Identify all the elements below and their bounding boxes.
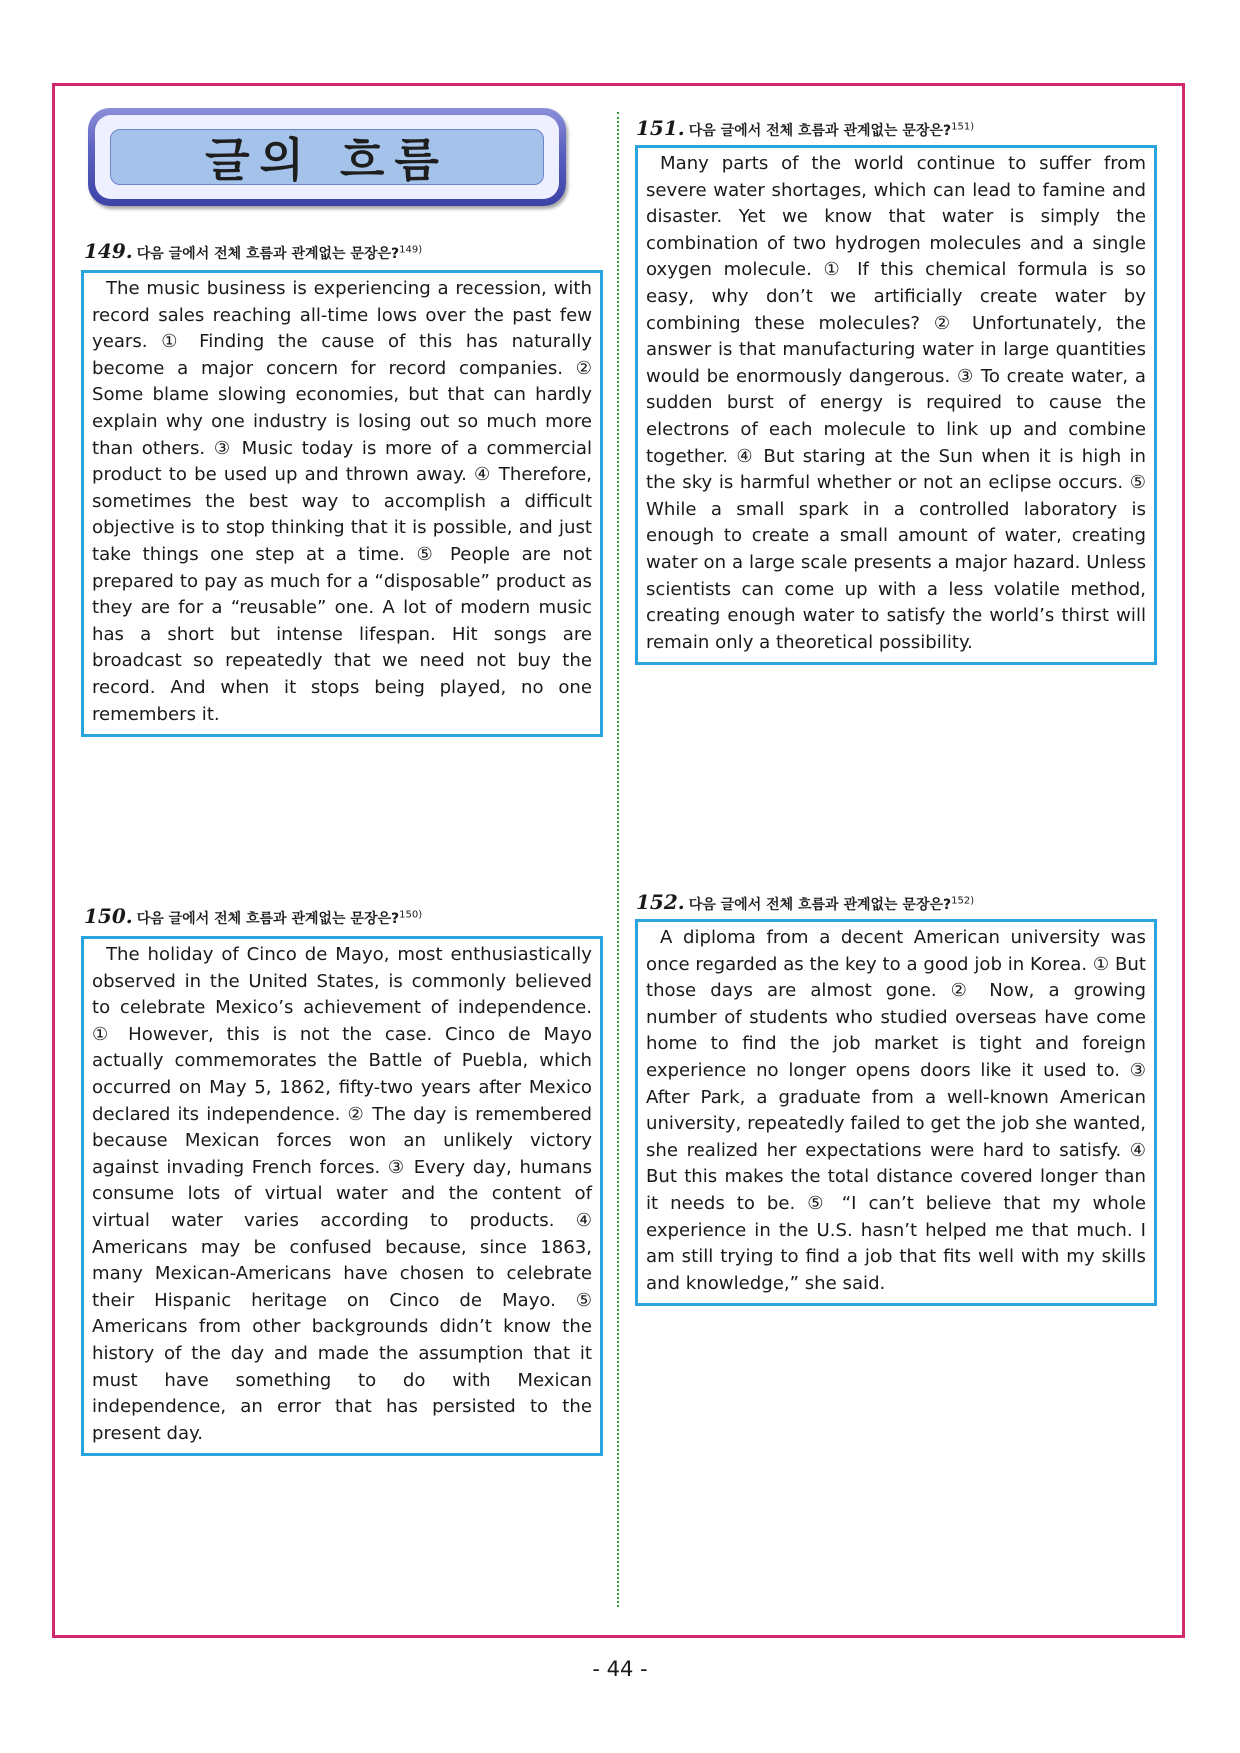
footnote-marker: 151) — [951, 121, 975, 133]
question-151-header — [636, 116, 974, 140]
question-prompt: 다음 글에서 전체 흐름과 관계없는 문장은? — [136, 246, 400, 262]
question-number: 152. — [636, 890, 685, 914]
passage-text: The holiday of Cinco de Mayo, most enthusiastically observed in the United States, is commonly believed to celebrate Mexico’s achievement of independence. ① However, this is not the case. Cinco de Mayo actually commemorates the Battle of Puebla, which occurred on May 5, 1862, fifty-two years after Mexico declared its independence. ② The day is remembered because Mexican forces won an unlikely victory against invading French forces. ③ Every day, humans consume lots of virtual water and the content of virtual water varies according to products. ④ Americans may be confused because, since 1863, many Mexican-Americans have chosen to celebrate their Hispanic heritage on Cinco de Mayo. ⑤ Americans from other backgrounds didn’t know the history of the day and made the assumption that it must have something to do with Mexican independence, an error that has persisted to the present day. — [92, 944, 592, 1444]
section-title: 글의 흐름 — [205, 133, 449, 187]
title-panel — [110, 129, 544, 185]
footnote-marker: 149) — [399, 244, 423, 256]
section-title-banner — [88, 108, 566, 206]
question-prompt: 다음 글에서 전체 흐름과 관계없는 문장은? — [688, 123, 952, 139]
footnote-marker: 152) — [951, 895, 975, 907]
passage-text: Many parts of the world continue to suffer from severe water shortages, which can lead to famine and disaster. Yet we know that water is simply the combination of two hydrogen molecules and a single oxygen molecule. ① If this chemical formula is so easy, why don’t we artificially create water by combining these molecules? ② Unfortunately, the answer is that manufacturing water in large quantities would be enormously dangerous. ③ To create water, a sudden burst of energy is required to cause the electrons of each molecule to link up and combine together. ④ But staring at the Sun when it is high in the sky is harmful whether or not an eclipse occurs. ⑤ While a small spark in a controlled laboratory is enough to create a small amount of water, creating water on a large scale presents a major hazard. Unless scientists can come up with a less volatile method, creating enough water to satisfy the world’s thirst will remain only a theoretical possibility. — [646, 153, 1146, 653]
question-152-header — [636, 890, 974, 914]
question-number: 151. — [636, 116, 685, 140]
footnote-marker: 150) — [399, 909, 423, 921]
question-149-header — [84, 239, 422, 263]
page-number: - 44 - — [592, 1657, 648, 1681]
title-bezel — [95, 115, 559, 199]
question-152-passage — [635, 919, 1157, 1306]
passage-text: The music business is experiencing a recession, with record sales reaching all-time lows over the past few years. ① Finding the cause of this has naturally become a major concern for record companies. ② Some blame slowing economies, but that can hardly explain why one industry is losing out so much more than others. ③ Music today is more of a commercial product to be used up and thrown away. ④ Therefore, sometimes the best way to accomplish a difficult objective is to stop thinking that it is possible, and just take things one step at a time. ⑤ People are not prepared to pay as much for a “disposable” product as they are for a “reusable” one. A lot of modern music has a short but intense lifespan. Hit songs are broadcast so repeatedly that we need not buy the record. And when it stops being played, no one remembers it. — [92, 278, 592, 725]
question-151-passage — [635, 145, 1157, 665]
passage-text: A diploma from a decent American university was once regarded as the key to a good job in Korea. ① But those days are almost gone. ② Now, a growing number of students who studied overseas have come home to find the job market is tight and foreign experience no longer opens doors like it used to. ③ After Park, a graduate from a well-known American university, repeatedly failed to get the job she wanted, she realized her expectations were hard to satisfy. ④ But this makes the total distance covered longer than it needs to be. ⑤ “I can’t believe that my whole experience in the U.S. hasn’t helped me that much. I am still trying to find a job that fits well with my skills and knowledge,” she said. — [646, 927, 1146, 1294]
question-number: 149. — [84, 239, 133, 263]
question-150-header — [84, 904, 422, 928]
question-149-passage — [81, 270, 603, 737]
question-150-passage — [81, 936, 603, 1456]
column-divider — [617, 112, 619, 1607]
question-number: 150. — [84, 904, 133, 928]
question-prompt: 다음 글에서 전체 흐름과 관계없는 문장은? — [136, 911, 400, 927]
question-prompt: 다음 글에서 전체 흐름과 관계없는 문장은? — [688, 897, 952, 913]
